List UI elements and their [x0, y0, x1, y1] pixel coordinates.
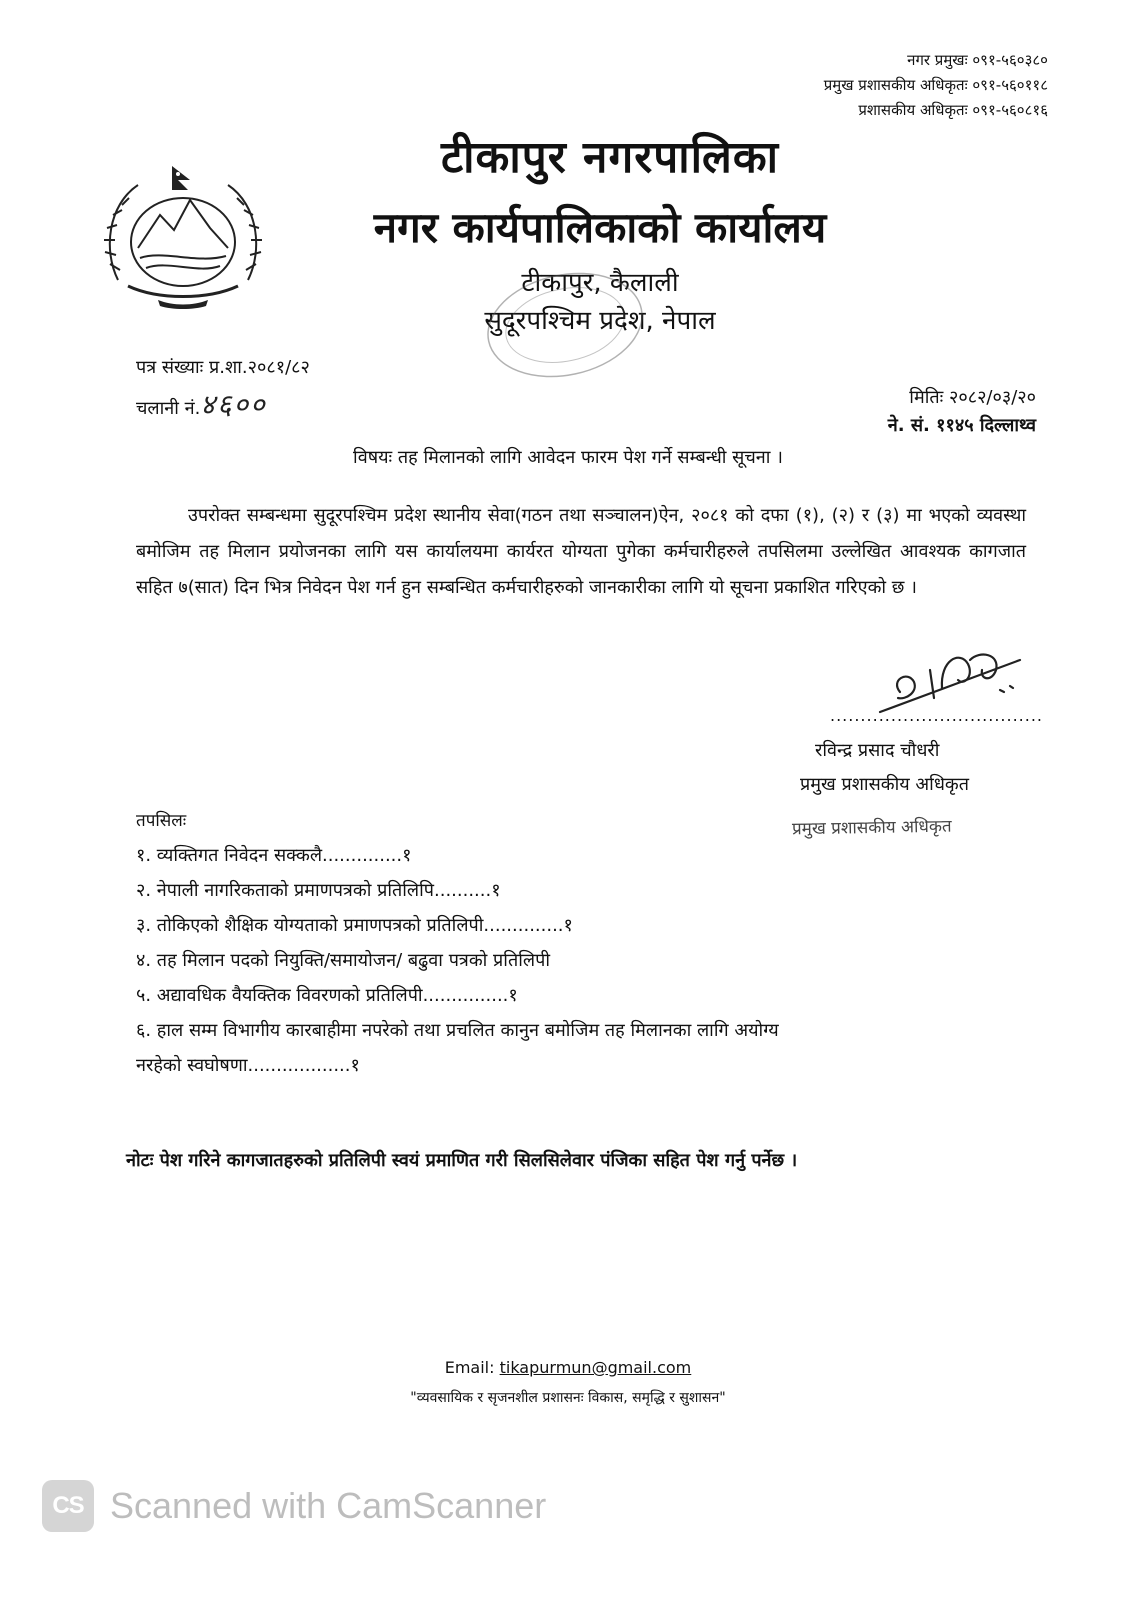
note-line: नोटः पेश गरिने कागजातहरुको प्रतिलिपी स्वयं प्रमाणित गरी सिलसिलेवार पंजिका सहित पेश गर्नु पर्नेछ ।: [126, 1150, 798, 1171]
letter-date: मितिः २०८२/०३/२०: [909, 387, 1036, 408]
nepal-government-emblem-icon: [98, 160, 268, 310]
dispatch-number: [136, 385, 267, 423]
subject-line: विषयः तह मिलानको लागि आवेदन फारम पेश गर्ने सम्बन्धी सूचना ।: [353, 447, 783, 468]
signer-name: रविन्द्र प्रसाद चौधरी: [815, 740, 940, 761]
body-paragraph: उपरोक्त सम्बन्धमा सुदूरपश्चिम प्रदेश स्थानीय सेवा(गठन तथा सञ्चालन)ऐन, २०८१ को दफा (१), (२) र (३) मा भएको व्यवस्था बमोजिम तह मिलान प्रयोजनका लागि यस कार्यालयमा कार्यरत योग्यता पुगेका कर्मचारीहरुले तपसिलमा उल्लेखित आवश्यक कागजात सहित ७(सात) दिन भित्र निवेदन पेश गर्न हुन सम्बन्धित कर्मचारीहरुको जानकारीका लागि यो सूचना प्रकाशित गरिएको छ ।: [136, 505, 1026, 598]
list-item: ६. हाल सम्म विभागीय कारबाहीमा नपरेको तथा प्रचलित कानुन बमोजिम तह मिलानका लागि अयोग्य: [136, 1020, 779, 1041]
address-line-1: टीकापुर, कैलाली: [521, 268, 679, 298]
signature-line: ...................................: [830, 706, 1044, 725]
nepal-sambat-date: ने. सं. ११४५ दिल्लाथ्व: [887, 415, 1036, 436]
attachments-heading: तपसिलः: [136, 811, 187, 831]
list-item: ३. तोकिएको शैक्षिक योग्यताको प्रमाणपत्रको प्रतिलिपी..............१: [136, 915, 573, 936]
contact-cao: प्रमुख प्रशासकीय अधिकृतः ०९१-५६०११८: [823, 76, 1048, 94]
contact-mayor: नगर प्रमुखः ०९१-५६०३८०: [907, 51, 1048, 69]
contact-numbers: [824, 48, 1048, 123]
list-item: ५. अद्यावधिक वैयक्तिक विवरणको प्रतिलिपी...............१: [136, 985, 518, 1006]
camscanner-text: Scanned with CamScanner: [110, 1485, 547, 1526]
footer-motto: "व्यवसायिक र सृजनशील प्रशासनः विकास, समृद्धि र सुशासन": [410, 1390, 726, 1406]
list-item: १. व्यक्तिगत निवेदन सक्कलै..............१: [136, 845, 412, 866]
camscanner-logo-icon: [42, 1480, 94, 1532]
attachments-list: [136, 838, 779, 1083]
office-name: नगर कार्यपालिकाको कार्यालय: [373, 203, 827, 252]
org-name: टीकापुर नगरपालिका: [440, 132, 780, 183]
dispatch-label: चलानी नं.: [136, 398, 201, 419]
email-link[interactable]: tikapurmun@gmail.com: [499, 1358, 692, 1377]
designation-stamp: प्रमुख प्रशासकीय अधिकृत: [791, 816, 952, 840]
camscanner-watermark: [42, 1478, 546, 1534]
address-line-2: सुदूरपश्चिम प्रदेश, नेपाल: [484, 306, 716, 336]
contact-ao: प्रशासकीय अधिकृतः ०९१-५६०८१६: [858, 101, 1048, 119]
signer-designation: प्रमुख प्रशासकीय अधिकृत: [800, 774, 969, 795]
list-item: २. नेपाली नागरिकताको प्रमाणपत्रको प्रतिलिपि..........१: [136, 880, 501, 901]
reference-number: पत्र संख्याः प्र.शा.२०८१/८२: [136, 357, 310, 378]
camscanner-logo-text: CS: [52, 1492, 84, 1519]
dispatch-handwritten-number: ४६००: [200, 388, 267, 421]
office-seal-stamp-icon: [480, 265, 650, 385]
email-label: Email:: [444, 1358, 495, 1377]
footer-email: [0, 1358, 1136, 1377]
list-item: ४. तह मिलान पदको नियुक्ति/समायोजन/ बढुवा पत्रको प्रतिलिपी: [136, 950, 550, 971]
list-item: नरहेको स्वघोषणा..................१: [136, 1055, 360, 1076]
